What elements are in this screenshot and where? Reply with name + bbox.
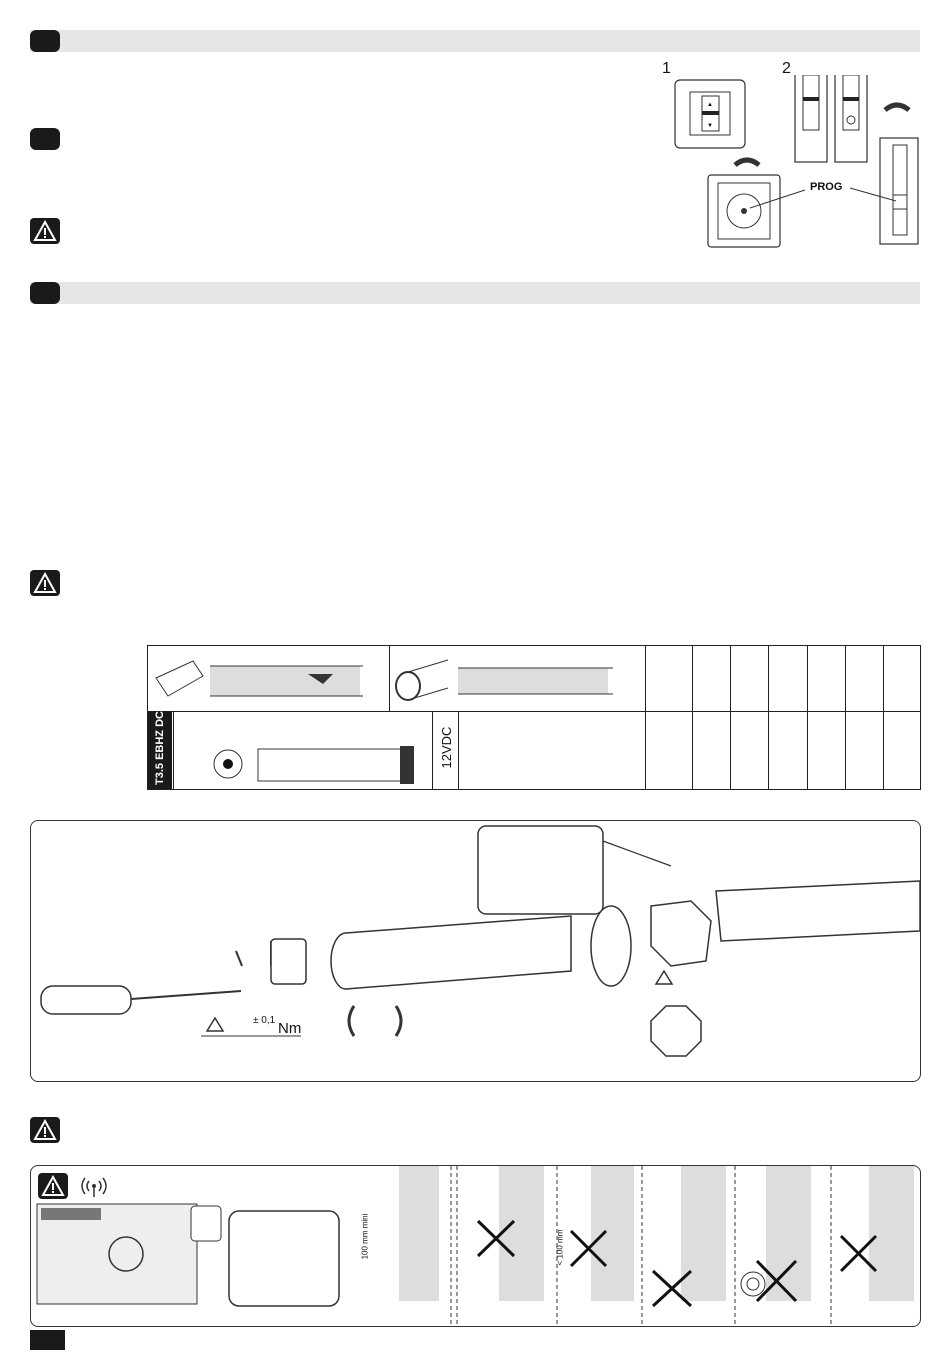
motor-assembly-illustration (31, 821, 920, 1081)
clearance-illustrations (31, 1166, 920, 1326)
section-number-1 (30, 30, 60, 52)
warning-icon (30, 218, 60, 244)
svg-text:▲: ▲ (707, 102, 713, 108)
section-bar-1 (30, 30, 920, 52)
section-bar-3 (30, 282, 920, 304)
torque-unit: Nm (278, 1020, 302, 1037)
clearance-label-100mm-mini: 100 mm mini (360, 1213, 370, 1260)
section-number-3 (30, 282, 60, 304)
prog-label: PROG (810, 181, 843, 193)
motor-model-label: T3.5 EBHZ DC (154, 711, 166, 785)
page-number-block (30, 1330, 65, 1350)
warning-icon (30, 1117, 60, 1143)
tube-profile-illustrations (148, 646, 648, 789)
remote-label-2: 2 (782, 60, 791, 77)
clearance-label-less-100mm: < 100 mm (555, 1229, 565, 1266)
svg-text:▼: ▼ (707, 123, 713, 129)
section-number-2 (30, 128, 60, 150)
voltage-label: 12VDC (439, 726, 454, 769)
warning-icon (30, 570, 60, 596)
remote-label-1: 1 (662, 60, 671, 77)
torque-value: ± 0,1 (253, 1015, 276, 1026)
remote-illustration (660, 75, 925, 255)
